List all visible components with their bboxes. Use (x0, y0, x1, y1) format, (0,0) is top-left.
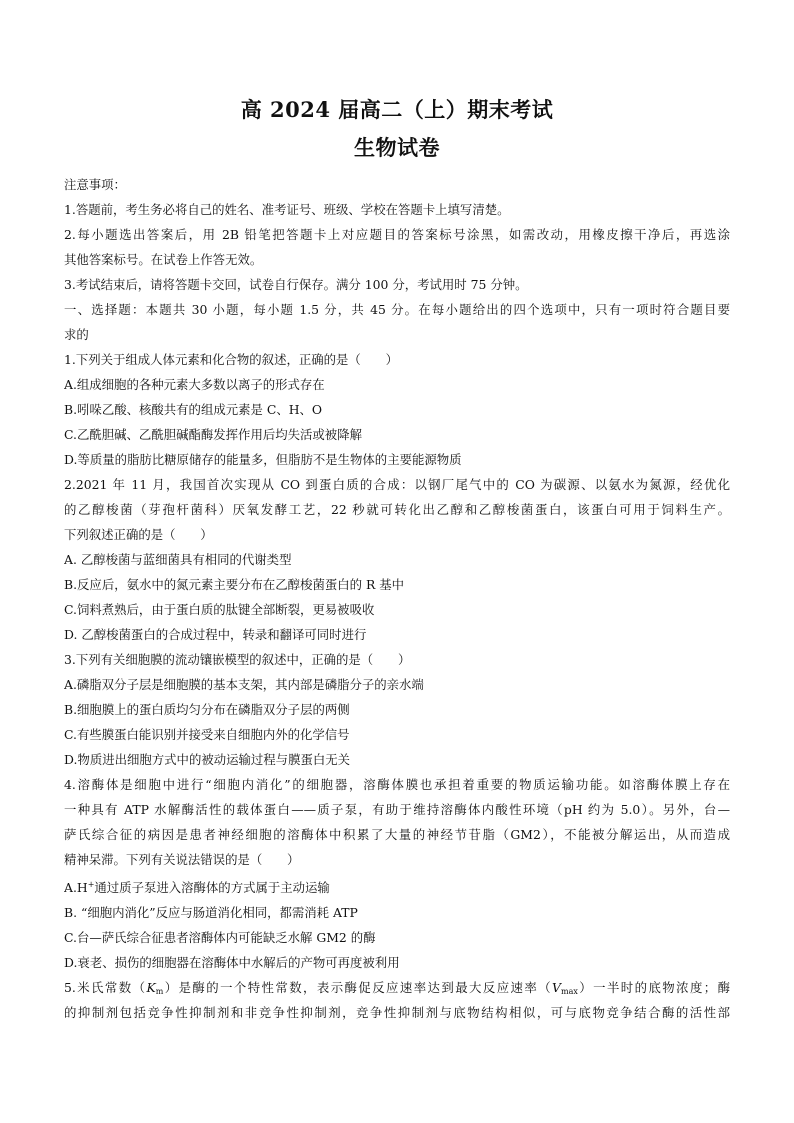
notice-item-1: 1.答题前，考生务必将自己的姓名、准考证号、班级、学校在答题卡上填写清楚。 (64, 202, 510, 217)
q1-stem: 1.下列关于组成人体元素和化合物的叙述，正确的是（ ） (64, 352, 398, 367)
notice-heading: 注意事项： (64, 177, 126, 192)
q5-stem-line-1 (64, 975, 730, 1000)
q2-option-c: C.饲料煮熟后，由于蛋白质的肽键全部断裂，更易被吸收 (64, 602, 375, 617)
q3-option-d: D.物质进出细胞方式中的被动运输过程与膜蛋白无关 (64, 752, 351, 767)
q3-option-b: B.细胞膜上的蛋白质均匀分布在磷脂双分子层的两侧 (64, 702, 350, 717)
q2-option-a: A. 乙醇梭菌与蓝细菌具有相同的代谢类型 (64, 552, 292, 567)
q3-option-a: A.磷脂双分子层是细胞膜的基本支架，其内部是磷脂分子的亲水端 (64, 677, 424, 692)
q5-stem-line-2: 的抑制剂包括竞争性抑制剂和非竞争性抑制剂，竞争性抑制剂与底物结构相似，可与底物竞争结合酶的活性部 (64, 1005, 730, 1020)
notice-item-2-line-2: 其他答案标号。在试卷上作答无效。 (64, 252, 263, 267)
q1-option-c: C.乙酰胆碱、乙酰胆碱酯酶发挥作用后均失活或被降解 (64, 427, 362, 442)
notice-item-2-line-1: 2.每小题选出答案后，用 2B 铅笔把答题卡上对应题目的答案标号涂黑，如需改动，用橡皮擦干净后，再选涂 (64, 227, 730, 242)
q4-option-a-superscript: + (87, 880, 95, 889)
q4-stem-line-3: 萨氏综合征的病因是患者神经细胞的溶酶体中积累了大量的神经节苷脂（GM2），不能被分解运出，从而造成 (64, 827, 730, 842)
q2-stem-line-2: 的乙醇梭菌（芽孢杆菌科）厌氧发酵工艺，22 秒就可转化出乙醇和乙醇梭菌蛋白，该蛋白可用于饲料生产。 (64, 502, 730, 517)
q4-stem-line-4: 精神呆滞。下列有关说法错误的是（ ） (64, 852, 300, 867)
q2-stem-line-1: 2.2021 年 11 月，我国首次实现从 CO 到蛋白质的合成：以钢厂尾气中的 CO 为碳源、以氨水为氮源，经优化 (64, 477, 730, 492)
q1-option-d: D.等质量的脂肪比糖原储存的能量多，但脂肪不是生物体的主要能源物质 (64, 452, 462, 467)
q4-stem-line-2: 一种具有 ATP 水解酶活性的载体蛋白——质子泵，有助于维持溶酶体内酸性环境（pH 约为 5.0）。另外，台— (64, 802, 730, 817)
section-1-heading-line-2: 求的 (64, 327, 89, 342)
q2-option-d: D. 乙醇梭菌蛋白的合成过程中，转录和翻译可同时进行 (64, 627, 367, 642)
q5-text-part-2: ）是酶的一个特性常数，表示酶促反应速率达到最大反应速率（ (163, 980, 553, 995)
exam-subtitle: 生物试卷 (354, 135, 440, 160)
notice-item-3: 3.考试结束后，请将答题卡交回，试卷自行保存。满分 100 分，考试用时 75 分钟。 (64, 277, 528, 292)
q5-km-symbol: K (146, 980, 156, 995)
q3-option-c: C.有些膜蛋白能识别并接受来自细胞内外的化学信号 (64, 727, 350, 742)
q2-option-b: B.反应后，氨水中的氮元素主要分布在乙醇梭菌蛋白的 R 基中 (64, 577, 405, 592)
q5-vmax-subscript: max (560, 987, 578, 996)
q5-text-part-1: 5.米氏常数（ (64, 980, 147, 995)
q2-stem-line-3: 下列叙述正确的是（ ） (64, 527, 213, 542)
q4-option-a (64, 872, 730, 900)
q4-stem-line-1: 4.溶酶体是细胞中进行“细胞内消化”的细胞器，溶酶体膜也承担着重要的物质运输功能。如溶酶体膜上存在 (64, 777, 730, 792)
q5-text-part-3: ）一半时的底物浓度；酶 (577, 980, 730, 995)
q1-option-b: B.吲哚乙酸、核酸共有的组成元素是 C、H、O (64, 402, 323, 417)
q3-stem: 3.下列有关细胞膜的流动镶嵌模型的叙述中，正确的是（ ） (64, 652, 411, 667)
q5-km-subscript: m (155, 987, 164, 996)
q4-option-d: D.衰老、损伤的细胞器在溶酶体中水解后的产物可再度被利用 (64, 955, 400, 970)
exam-title: 高 2024 届高二（上）期末考试 (240, 97, 554, 122)
q4-option-a-prefix: A.H (64, 880, 88, 895)
q1-option-a: A.组成细胞的各种元素大多数以离子的形式存在 (64, 377, 325, 392)
q4-option-c: C.台—萨氏综合征患者溶酶体内可能缺乏水解 GM2 的酶 (64, 930, 376, 945)
q4-option-b: B. “细胞内消化”反应与肠道消化相同，都需消耗 ATP (64, 905, 358, 920)
section-1-heading-line-1: 一、选择题：本题共 30 小题，每小题 1.5 分，共 45 分。在每小题给出的四个选项中，只有一项时符合题目要 (64, 302, 730, 317)
q4-option-a-text: 通过质子泵进入溶酶体的方式属于主动运输 (94, 880, 330, 895)
q5-vmax-symbol: V (552, 980, 561, 995)
exam-body (64, 172, 730, 1025)
